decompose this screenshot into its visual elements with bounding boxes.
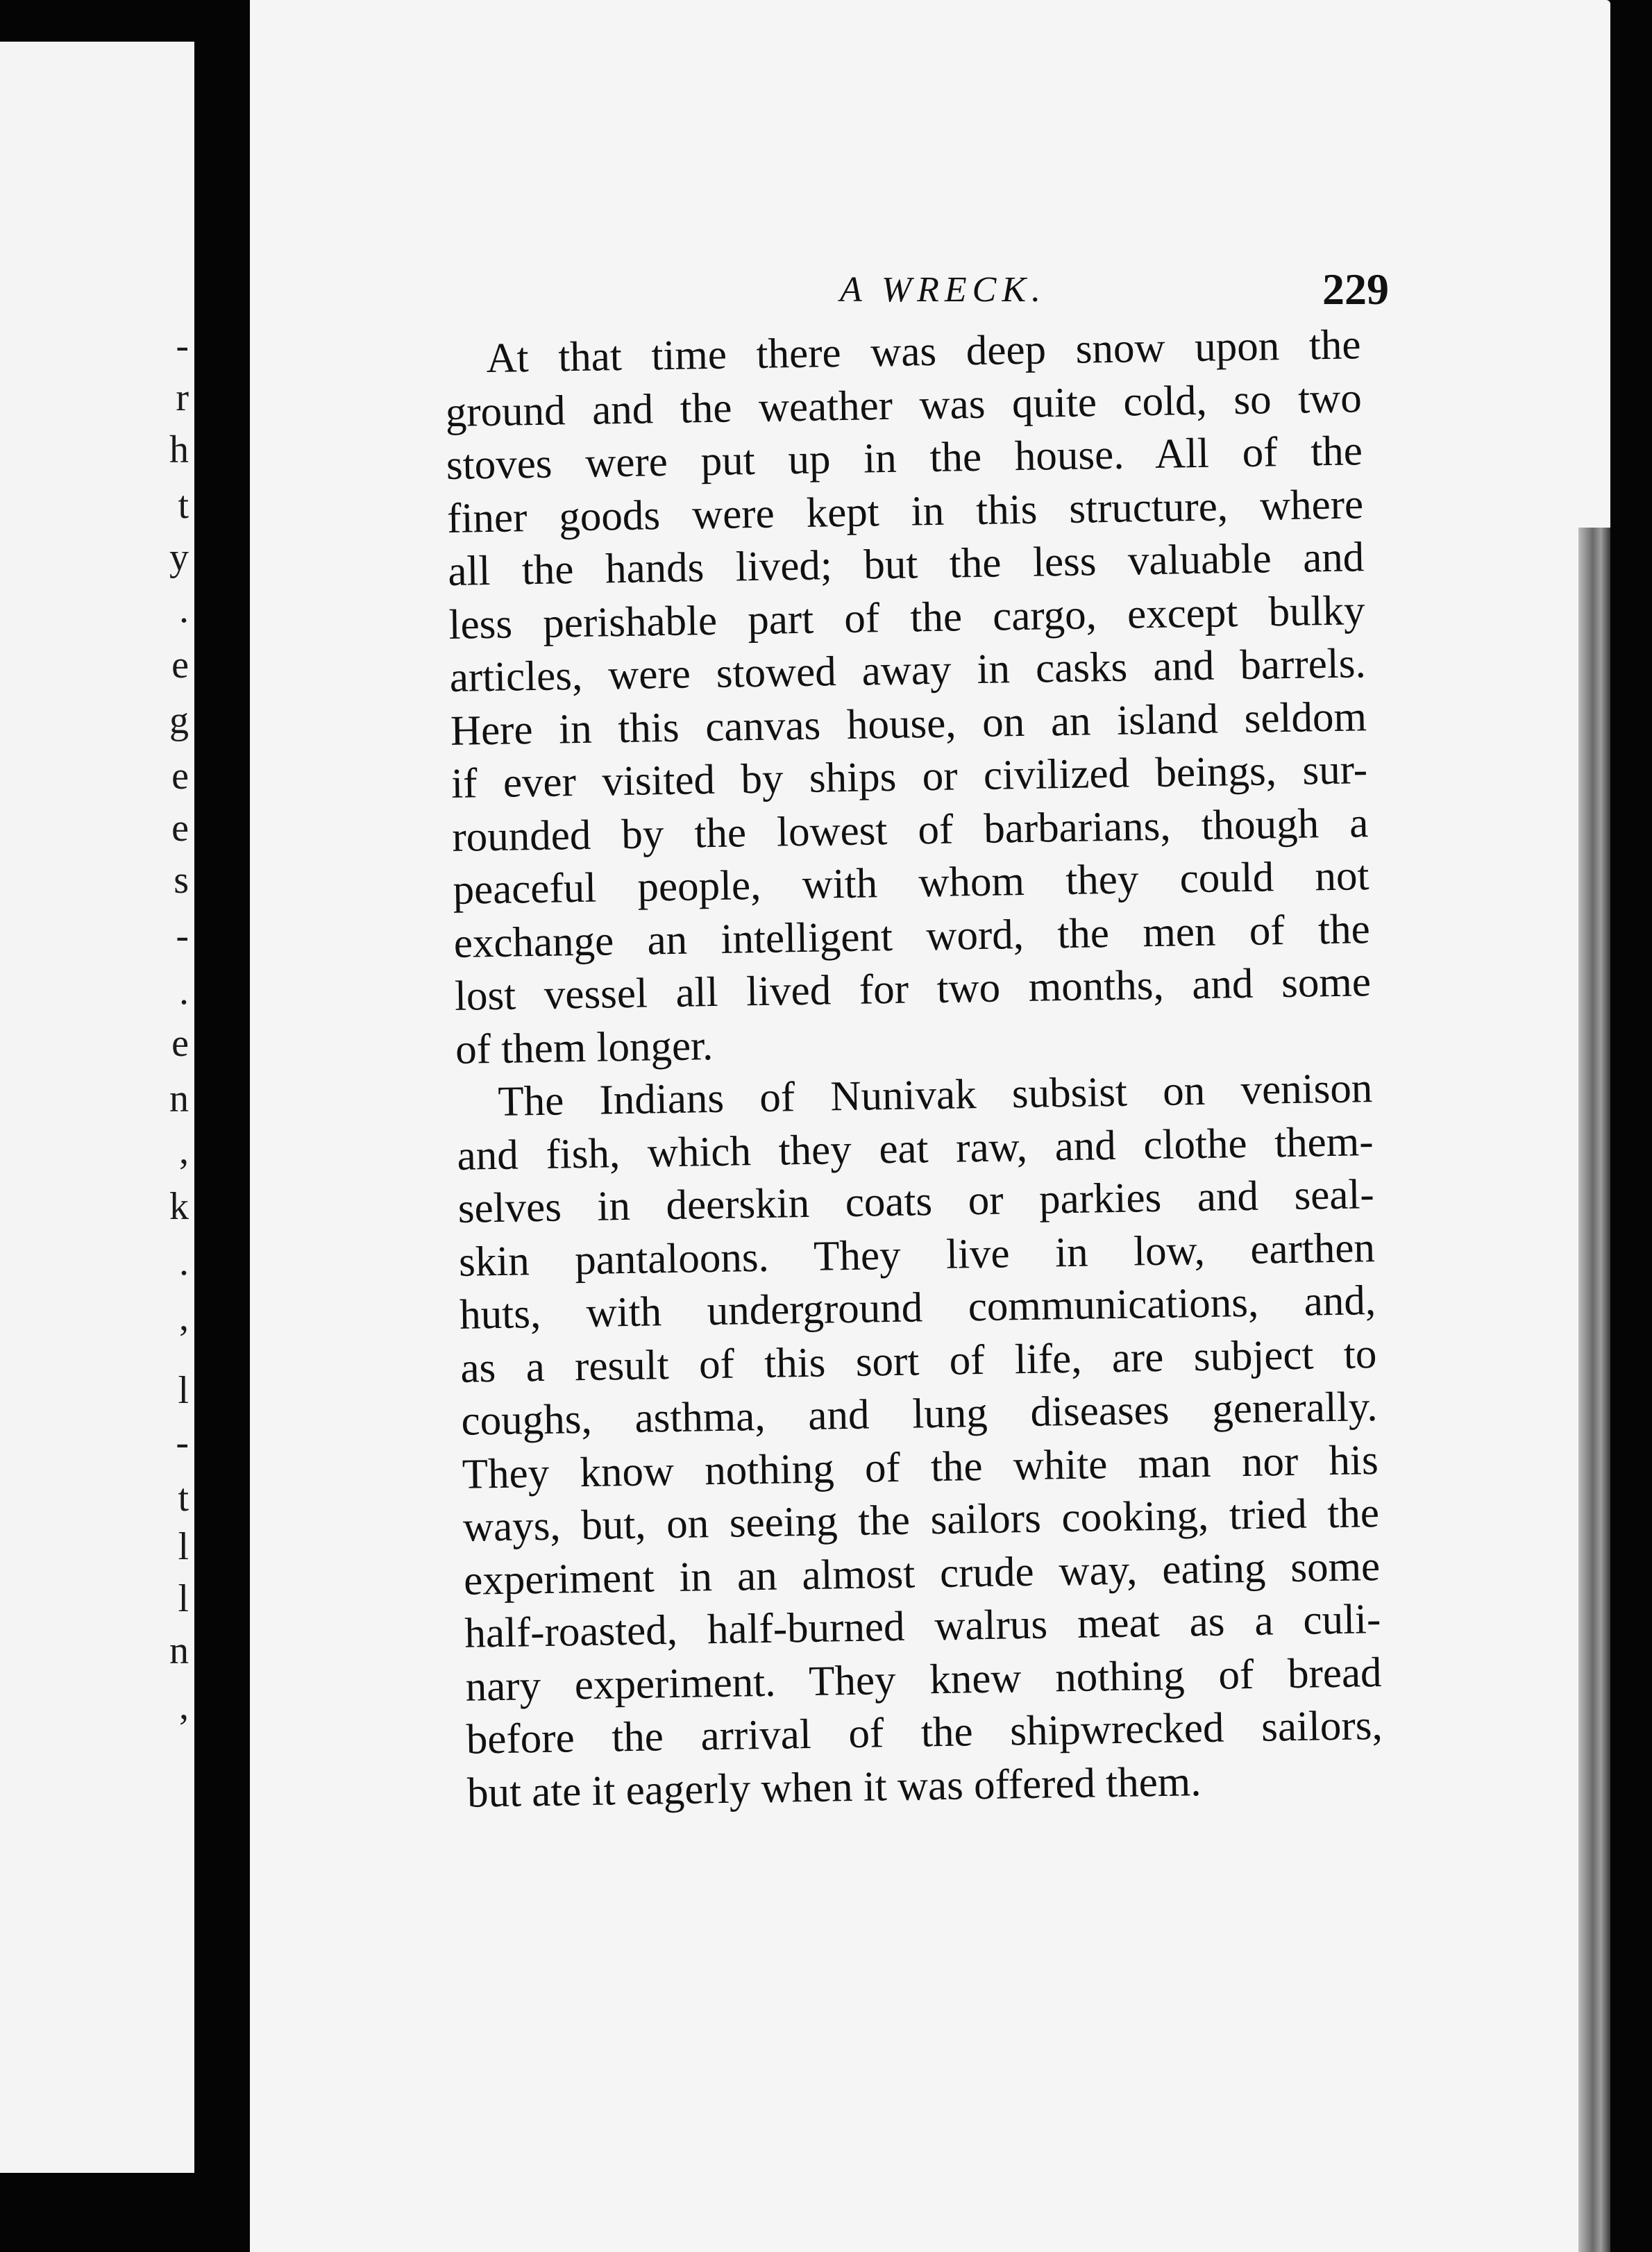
running-head xyxy=(250,264,1610,319)
text-line: exchange an intelligent word, the men of the xyxy=(453,905,1371,967)
facing-page-char: . xyxy=(179,1241,189,1284)
facing-page-char: n xyxy=(169,1077,189,1120)
facing-page-char: - xyxy=(176,1421,189,1464)
facing-page-char: . xyxy=(179,588,189,631)
text-line: articles, were stowed away in casks and barrels. xyxy=(449,640,1367,701)
paragraph-1 xyxy=(444,319,1372,1077)
text-line: lost vessel all lived for two months, and some xyxy=(454,959,1372,1020)
text-line: before the arrival of the shipwrecked sailors, xyxy=(466,1702,1383,1763)
facing-page-char: k xyxy=(169,1185,189,1228)
text-line: but ate it eagerly when it was offered them. xyxy=(466,1758,1202,1817)
text-line: huts, with underground communications, and, xyxy=(459,1277,1376,1338)
text-line: stoves were put up in the house. All of the xyxy=(446,428,1363,489)
facing-page-char: n xyxy=(169,1629,189,1672)
facing-page-char: - xyxy=(176,914,189,957)
facing-page-char: e xyxy=(171,755,189,798)
facing-page-char: e xyxy=(171,644,189,687)
facing-page-char: , xyxy=(179,1296,189,1339)
facing-page-char: e xyxy=(171,1022,189,1065)
text-line: nary experiment. They knew nothing of bread xyxy=(465,1649,1382,1711)
facing-page-char: . xyxy=(179,970,189,1013)
text-line: selves in deerskin coats or parkies and seal- xyxy=(457,1171,1375,1232)
facing-page-char: r xyxy=(176,376,189,419)
text-line: less perishable part of the cargo, except bulky xyxy=(448,587,1365,648)
text-line: ways, but, on seeing the sailors cooking, tried the xyxy=(462,1490,1380,1551)
facing-page-char: h xyxy=(169,428,189,471)
facing-page-char: y xyxy=(169,536,189,579)
facing-page-char: - xyxy=(176,324,189,367)
text-line: all the hands lived; but the less valuable and xyxy=(447,534,1365,595)
text-line: peaceful people, with whom they could not xyxy=(453,852,1369,914)
text-line: of them longer. xyxy=(455,1022,714,1073)
page-edge-shadow xyxy=(1578,528,1610,2252)
paragraph-2 xyxy=(456,1062,1384,1820)
book-page xyxy=(250,0,1610,2252)
facing-page-text-fragments xyxy=(147,42,189,2173)
text-line: Here in this canvas house, on an island seldom xyxy=(450,693,1367,755)
text-line: half-roasted, half-burned walrus meat as a culi- xyxy=(464,1596,1381,1657)
facing-page-char: , xyxy=(179,1129,189,1173)
book-gutter xyxy=(194,0,250,2252)
text-line: skin pantaloons. They live in low, earthen xyxy=(458,1224,1376,1286)
body-text xyxy=(444,319,1383,1820)
chapter-header: A WRECK. xyxy=(840,270,1047,310)
facing-page-char: t xyxy=(178,1477,189,1520)
text-line: coughs, asthma, and lung diseases generally. xyxy=(461,1384,1378,1445)
text-line: and fish, which they eat raw, and clothe them- xyxy=(457,1118,1374,1179)
text-line: as a result of this sort of life, are subject to xyxy=(460,1330,1377,1392)
facing-page-char: e xyxy=(171,807,189,850)
facing-page-char: t xyxy=(178,484,189,527)
text-line: At that time there was deep snow upon the xyxy=(486,321,1361,383)
text-line: finer goods were kept in this structure, where xyxy=(446,480,1364,542)
text-line: rounded by the lowest of barbarians, though a xyxy=(451,799,1369,861)
text-line: experiment in an almost crude way, eating some xyxy=(463,1543,1381,1604)
text-line: ground and the weather was quite cold, so two xyxy=(445,374,1363,436)
facing-page-char: l xyxy=(178,1369,189,1412)
facing-page-char: s xyxy=(174,859,189,902)
facing-page-char: l xyxy=(178,1525,189,1568)
facing-page xyxy=(0,42,194,2173)
page-number: 229 xyxy=(1322,264,1389,314)
facing-page-char: g xyxy=(169,699,189,742)
facing-page-char: l xyxy=(178,1577,189,1620)
text-line: if ever visited by ships or civilized beings, sur- xyxy=(450,746,1368,807)
text-line: They know nothing of the white man nor his xyxy=(462,1436,1379,1498)
facing-page-char: , xyxy=(179,1685,189,1728)
text-line: The Indians of Nunivak subsist on venison xyxy=(497,1065,1373,1125)
